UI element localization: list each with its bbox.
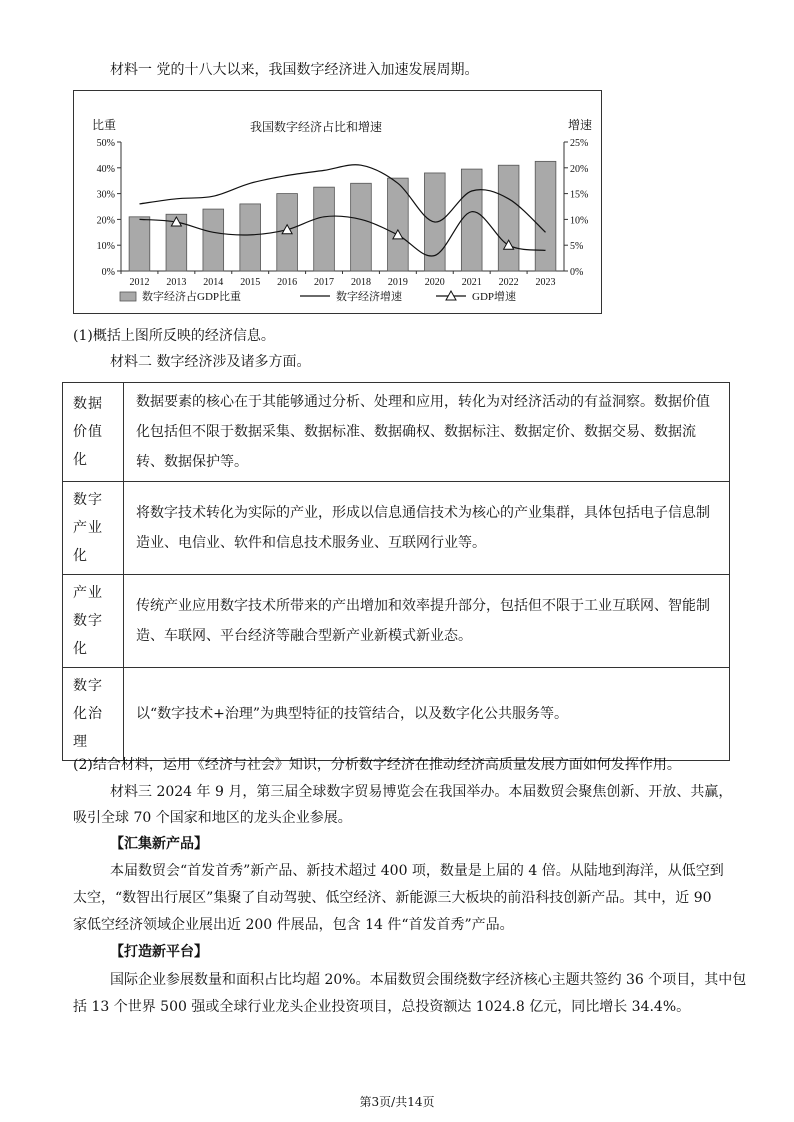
- row-term-line: 化: [73, 452, 88, 468]
- x-tick-label: 2023: [535, 277, 556, 288]
- row-term-line: 产业: [73, 520, 103, 536]
- x-tick-label: 2016: [277, 277, 298, 288]
- material1-heading: 材料一 党的十八大以来，我国数字经济进入加速发展周期。: [110, 62, 479, 78]
- bar-digital-share: [461, 169, 482, 271]
- bar-digital-share: [351, 183, 372, 271]
- material2-heading: 材料二 数字经济涉及诸多方面。: [110, 354, 311, 370]
- question-2: (2)结合材料，运用《经济与社会》知识，分析数字经济在推动经济高质量发展方面如何发挥作用。: [73, 757, 681, 773]
- page-footer: 第3页/共14页: [359, 1095, 435, 1109]
- row-term-line: 数字: [73, 613, 103, 629]
- row-term-line: 数字: [73, 492, 103, 508]
- x-tick-label: 2022: [498, 277, 519, 288]
- bar-digital-share: [388, 178, 409, 271]
- y-left-tick-label: 10%: [96, 241, 115, 253]
- x-tick-label: 2021: [461, 277, 482, 288]
- paragraph2-line-2: 括 13 个世界 500 强或全球行业龙头企业投资项目，总投资额达 1024.8 亿元，同比增长 34.4%。: [73, 999, 691, 1015]
- x-tick-label: 2017: [314, 277, 335, 288]
- x-tick-label: 2014: [203, 277, 224, 288]
- row-term: [63, 482, 124, 575]
- row-term-line: 化: [73, 548, 88, 564]
- x-tick-label: 2013: [166, 277, 187, 288]
- material3-line-2: 吸引全球 70 个国家和地区的龙头企业参展。: [73, 810, 352, 826]
- row-description: 以“数字技术+治理”为典型特征的技管结合，以及数字化公共服务等。: [124, 668, 730, 761]
- legend-bar-label: 数字经济占GDP比重: [142, 291, 242, 303]
- row-description: 传统产业应用数字技术所带来的产出增加和效率提升部分，包括但不限于工业互联网、智能制造、车联网、平台经济等融合型新产业新模式新业态。: [124, 575, 730, 668]
- row-term-line: 数据: [73, 396, 103, 412]
- row-term-line: 价值: [73, 424, 103, 440]
- y-left-tick-label: 30%: [96, 189, 115, 201]
- legend-gdp-label: GDP增速: [472, 291, 517, 303]
- bar-digital-share: [203, 209, 224, 271]
- paragraph2-line-1: 国际企业参展数量和面积占比均超 20%。本届数贸会围绕数字经济核心主题共签约 36 个项目，其中包: [110, 972, 747, 988]
- legend-digital-label: 数字经济增速: [336, 291, 402, 303]
- line-digital-growth: [140, 165, 546, 233]
- y-right-tick-label: 25%: [570, 138, 589, 149]
- material3-line-1: 材料三 2024 年 9 月，第三届全球数字贸易博览会在我国举办。本届数贸会聚焦创新、开放、共赢，: [110, 784, 733, 800]
- y-left-tick-label: 40%: [96, 163, 115, 175]
- row-term-line: 理: [73, 734, 88, 750]
- row-term: [63, 575, 124, 668]
- y-axis-left-label: 比重: [92, 118, 117, 132]
- bar-digital-share: [535, 161, 556, 271]
- digital-economy-chart: [74, 91, 603, 315]
- chart-frame: [73, 90, 602, 314]
- y-left-tick-label: 20%: [96, 215, 115, 227]
- x-tick-label: 2012: [129, 277, 150, 288]
- legend-bar-swatch: [120, 292, 136, 301]
- table-row: [63, 383, 730, 482]
- digital-economy-table: [62, 382, 730, 761]
- y-right-tick-label: 15%: [570, 189, 589, 201]
- row-description: 将数字技术转化为实际的产业，形成以信息通信技术为核心的产业集群，具体包括电子信息制造业、电信业、软件和信息技术服务业、互联网行业等。: [124, 482, 730, 575]
- bar-digital-share: [129, 217, 150, 271]
- y-right-tick-label: 5%: [570, 241, 584, 253]
- y-right-tick-label: 0%: [570, 267, 584, 278]
- question-1: (1)概括上图所反映的经济信息。: [73, 328, 275, 344]
- table-row: [63, 575, 730, 668]
- bar-digital-share: [240, 204, 261, 271]
- row-description: 数据要素的核心在于其能够通过分析、处理和应用，转化为对经济活动的有益洞察。数据价值化包括但不限于数据采集、数据标准、数据确权、数据标注、数据定价、数据交易、数据流转、数据保护等。: [124, 383, 730, 482]
- bar-digital-share: [314, 187, 335, 271]
- x-tick-label: 2015: [240, 277, 261, 288]
- paragraph1-line-1: 本届数贸会“首发首秀”新产品、新技术超过 400 项，数量是上届的 4 倍。从陆地到海洋，从低空到: [110, 863, 724, 879]
- y-left-tick-label: 50%: [96, 138, 115, 149]
- x-tick-label: 2020: [424, 277, 445, 288]
- paragraph1-line-3: 家低空经济领域企业展出近 200 件展品，包含 14 件“首发首秀”产品。: [73, 917, 514, 933]
- paragraph1-line-2: 太空，“数智出行展区”集聚了自动驾驶、低空经济、新能源三大板块的前沿科技创新产品。其中，近 90: [73, 890, 712, 906]
- bar-digital-share: [498, 165, 519, 271]
- row-term-line: 产业: [73, 585, 103, 601]
- section-title-new-products: 【汇集新产品】: [110, 836, 208, 852]
- x-tick-label: 2018: [350, 277, 371, 288]
- row-term-line: 化治: [73, 706, 103, 722]
- y-right-tick-label: 10%: [570, 215, 589, 227]
- y-right-tick-label: 20%: [570, 163, 589, 175]
- y-left-tick-label: 0%: [101, 267, 115, 278]
- chart-title: 我国数字经济占比和增速: [249, 120, 383, 134]
- section-title-new-platform: 【打造新平台】: [110, 944, 208, 960]
- row-term: [63, 383, 124, 482]
- table-row: [63, 482, 730, 575]
- line-gdp-growth: [140, 212, 546, 256]
- row-term-line: 数字: [73, 678, 103, 694]
- row-term-line: 化: [73, 641, 88, 657]
- x-tick-label: 2019: [387, 277, 408, 288]
- y-axis-right-label: 增速: [568, 118, 593, 132]
- row-term: [63, 668, 124, 761]
- table-row: [63, 668, 730, 761]
